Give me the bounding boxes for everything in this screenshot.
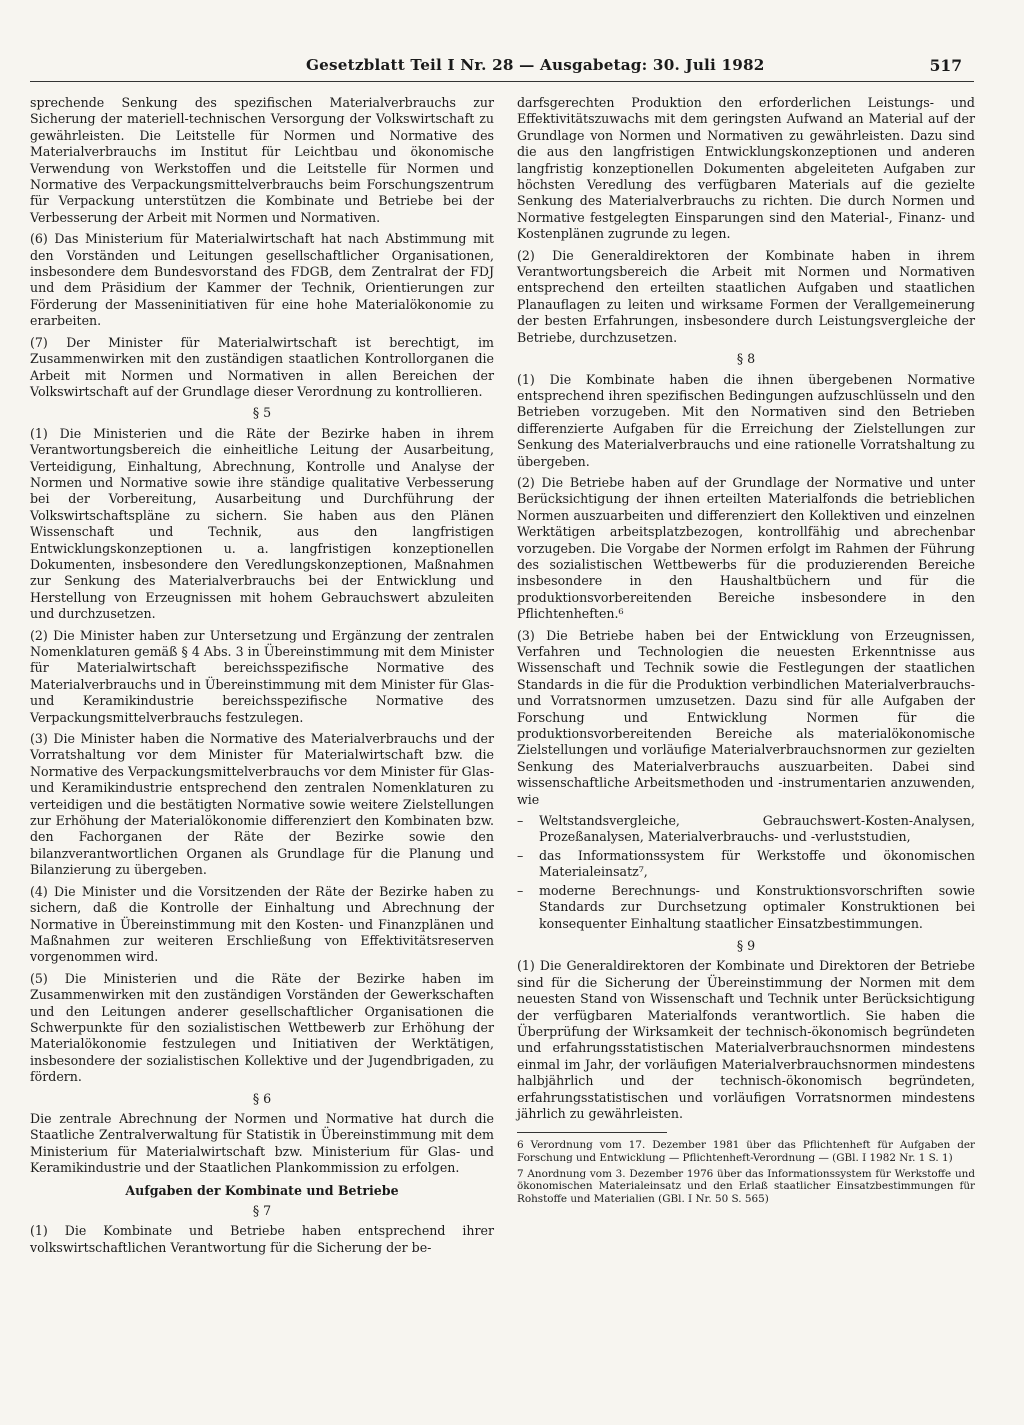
paragraph: (4) Die Minister und die Vorsitzenden der Räte der Bezirke haben zu sichern, daß die Kontrolle der Einhaltung und Abrechnung der Normative in Übereinstimmung mit den Kosten- und Finanzplänen und Maßnahmen zur weiteren Erschließung von Effektivitätsreserven vorgenommen wird. xyxy=(30,883,494,965)
paragraph: darfsgerechten Produktion den erforderlichen Leistungs- und Effektivitätszuwachs mit dem geringsten Aufwand an Material auf der Grundlage von Normen und Normativen zu gewährleisten. Dazu sind die aus den langfristigen Entwicklungskonzeptionen und anderen langfristig konzeptionellen Dokumenten abgeleiteten Aufgaben zur höchsten Veredlung des verfügbaren Materials auf die gezielte Senkung des Materialverbrauchs zu richten. Die durch Normen und Normative festgelegten Einsparungen sind den Material-, Finanz- und Kostenplänen zugrunde zu legen. xyxy=(517,95,975,242)
list-item: – moderne Berechnungs- und Konstruktionsvorschriften sowie Standards zur Durchsetzung optimaler Konstruktionen bei konsequenter Einhaltung staatlicher Einsatzbestimmungen. xyxy=(517,883,975,932)
section-heading-5: § 5 xyxy=(252,405,272,421)
header-rule xyxy=(30,81,974,82)
chapter-heading: Aufgaben der Kombinate und Betriebe xyxy=(125,1182,399,1198)
paragraph: (3) Die Betriebe haben bei der Entwicklung von Erzeugnissen, Verfahren und Technologien die neuesten Erkenntnisse aus Wissenschaft und Technik sowie die Festlegungen der staatlichen Standards in die für die Produktion verbindlichen Materialverbrauchs- und Vorratsnormen umzusetzen. Dazu sind für alle Aufgaben der Forschung und Entwicklung Normen für die produktionsvorbereitenden Bereiche als materialökonomische Zielstellungen und vorläufige Materialverbrauchsnormen zur gezielten Senkung des Materialverbrauchs auszuarbeiten. Dabei sind wissenschaftliche Arbeitsmethoden und -instrumentarien anzuwenden, wie xyxy=(517,627,975,807)
section-heading-6: § 6 xyxy=(252,1090,272,1106)
footnote-rule xyxy=(517,1132,667,1133)
header-title: Gesetzblatt Teil I Nr. 28 — Ausgabetag: 30. Juli 1982 xyxy=(306,56,765,74)
right-column xyxy=(517,95,975,1208)
page-number: 517 xyxy=(929,56,962,75)
paragraph: (1) Die Generaldirektoren der Kombinate und Direktoren der Betriebe sind für die Sicherung der Übereinstimmung der Normen mit dem neuesten Stand von Wissenschaft und Technik unter Berücksichtigung der verfügbaren Materialfonds verantwortlich. Sie haben die Überprüfung der Wirksamkeit der technisch-ökonomisch begründeten und erfahrungsstatistischen Materialverbrauchsnormen mindestens einmal im Jahr, der vorläufigen Materialverbrauchsnormen mindestens halbjährlich und der technisch-ökonomisch begründeten, erfahrungsstatistischen und vorläufigen Vorratsnormen mindestens jährlich zu gewährleisten. xyxy=(517,958,975,1121)
section-heading-8: § 8 xyxy=(736,351,756,367)
list-item: – das Informationssystem für Werkstoffe und ökonomischen Materialeinsatz⁷, xyxy=(517,848,975,881)
paragraph: Die zentrale Abrechnung der Normen und Normative hat durch die Staatliche Zentralverwaltung für Statistik in Übereinstimmung mit dem Ministerium für Materialwirtschaft bzw. Ministerium für Glas- und Keramikindustrie und der Staatlichen Plankommission zu erfolgen. xyxy=(30,1110,494,1176)
paragraph: (2) Die Generaldirektoren der Kombinate haben in ihrem Verantwortungsbereich die Arbeit mit Normen und Normativen entsprechend den erteilten staatlichen Aufgaben und staatlichen Planauflagen zu leiten und wirksame Formen der Verallgemeinerung der besten Erfahrungen, insbesondere durch Leistungsvergleiche der Betriebe, durchzusetzen. xyxy=(517,247,975,345)
paragraph: (5) Die Ministerien und die Räte der Bezirke haben im Zusammenwirken mit den zuständigen Vorständen der Gewerkschaften und den Leitungen anderer gesellschaftlicher Organisationen die Schwerpunkte für den sozialistischen Wettbewerb zur Erhöhung der Materialökonomie festzulegen und Initiativen der Werktätigen, insbesondere der sozialistischen Kollektive und der Jugendbrigaden, zu fördern. xyxy=(30,970,494,1085)
paragraph: (1) Die Ministerien und die Räte der Bezirke haben in ihrem Verantwortungsbereich die einheitliche Leitung der Ausarbeitung, Verteidigung, Einhaltung, Abrechnung, Kontrolle und Analyse der Normen und Normative sowie ihre ständige qualitative Verbesserung bei der Vorbereitung, Ausarbeitung und Durchführung der Volkswirtschaftspläne zu sichern. Sie haben aus den Plänen Wissenschaft und Technik, aus den langfristigen Entwicklungskonzeptionen u. a. langfristigen konzeptionellen Dokumenten, insbesondere den Veredlungskonzeptionen, Maßnahmen zur Senkung des Materialverbrauchs bei der Entwicklung und Herstellung von Erzeugnissen mit hohem Gebrauchswert abzuleiten und durchzusetzen. xyxy=(30,425,494,622)
paragraph: (6) Das Ministerium für Materialwirtschaft hat nach Abstimmung mit den Vorständen und Leitungen gesellschaftlicher Organisationen, insbesondere dem Bundesvorstand des FDGB, dem Zentralrat der FDJ und dem Präsidium der Kammer der Technik, Orientierungen zur Förderung der Masseninitiativen für eine hohe Materialökonomie zu erarbeiten. xyxy=(30,231,494,329)
paragraph: (1) Die Kombinate und Betriebe haben entsprechend ihrer volkswirtschaftlichen Verantwortung für die Sicherung der be- xyxy=(30,1223,494,1255)
paragraph: (1) Die Kombinate haben die ihnen übergebenen Normative entsprechend ihren spezifischen Bedingungen aufzuschlüsseln und den Betrieben vorzugeben. Mit den Normativen sind den Betrieben differenzierte Aufgaben für die Erreichung der Zielstellungen zur Senkung des Materialverbrauchs und eine rationelle Vorratshaltung zu übergeben. xyxy=(517,371,975,469)
page-header xyxy=(30,56,974,82)
paragraph: (3) Die Minister haben die Normative des Materialverbrauchs und der Vorratshaltung vor dem Minister für Materialwirtschaft bzw. die Normative des Verpackungsmittelverbrauchs vor dem Minister für Glas- und Keramikindustrie entsprechend den zentralen Nomenklaturen zu verteidigen und die bestätigten Normative sowie weitere Zielstellungen zur Erhöhung der Materialökonomie differenziert den Kombinaten bzw. den Fachorganen der Räte der Bezirke sowie den bilanzverantwortlichen Organen als Grundlage für die Planung und Bilanzierung zu übergeben. xyxy=(30,731,494,878)
paragraph: (2) Die Betriebe haben auf der Grundlage der Normative und unter Berücksichtigung der ihnen erteilten Materialfonds die betrieblichen Normen auszuarbeiten und differenziert den Kollektiven und einzelnen Werktätigen arbeitsplatzbezogen, kontrollfähig und abrechenbar vorzugeben. Die Vorgabe der Normen erfolgt im Rahmen der Führung des sozialistischen Wettbewerbs für die produzierenden Bereiche insbesondere in den Haushaltbüchern und für die produktionsvorbereitenden Bereiche insbesondere in den Pflichtenheften.⁶ xyxy=(517,474,975,622)
left-column xyxy=(30,95,494,1261)
footnote-7: 7 Anordnung vom 3. Dezember 1976 über das Informationssystem für Werkstoffe und ökonomischen Materialeinsatz und den Erlaß staatlicher Einsatzbestimmungen für Rohstoffe und Materialien (GBl. I Nr. 50 S. 565) xyxy=(517,1167,975,1205)
paragraph: (2) Die Minister haben zur Untersetzung und Ergänzung der zentralen Nomenklaturen gemäß § 4 Abs. 3 in Übereinstimmung mit dem Minister für Materialwirtschaft bereichsspezifische Normative des Materialverbrauchs und in Übereinstimmung mit dem Minister für Glas- und Keramikindustrie bereichsspezifische Normative des Verpackungsmittelverbrauchs festzulegen. xyxy=(30,627,494,725)
footnote-6: 6 Verordnung vom 17. Dezember 1981 über das Pflichtenheft für Aufgaben der Forschung und Entwicklung — Pflichtenheft-Verordnung — (GBl. I 1982 Nr. 1 S. 1) xyxy=(517,1139,975,1164)
paragraph: (7) Der Minister für Materialwirtschaft ist berechtigt, im Zusammenwirken mit den zuständigen staatlichen Kontrollorganen die Arbeit mit Normen und Normativen in allen Bereichen der Volkswirtschaft auf der Grundlage dieser Verordnung zu kontrollieren. xyxy=(30,334,494,399)
paragraph: sprechende Senkung des spezifischen Materialverbrauchs zur Sicherung der materiell-technischen Versorgung der Volkswirtschaft zu gewährleisten. Die Leitstelle für Normen und Normative des Materialverbrauchs im Institut für Leichtbau und ökonomische Verwendung von Werkstoffen und die Leitstelle für Normen und Normative des Verpackungsmittelverbrauchs beim Forschungszentrum für Verpackung unterstützen die Kombinate und Betriebe bei der Verbesserung der Arbeit mit Normen und Normativen. xyxy=(30,95,494,225)
list-item: – Weltstandsvergleiche, Gebrauchswert-Kosten-Analysen, Prozeßanalysen, Materialverbrauchs- und -verluststudien, xyxy=(517,813,975,846)
section-heading-7: § 7 xyxy=(252,1203,272,1218)
section-heading-9: § 9 xyxy=(736,937,756,953)
dash-list xyxy=(517,813,975,932)
